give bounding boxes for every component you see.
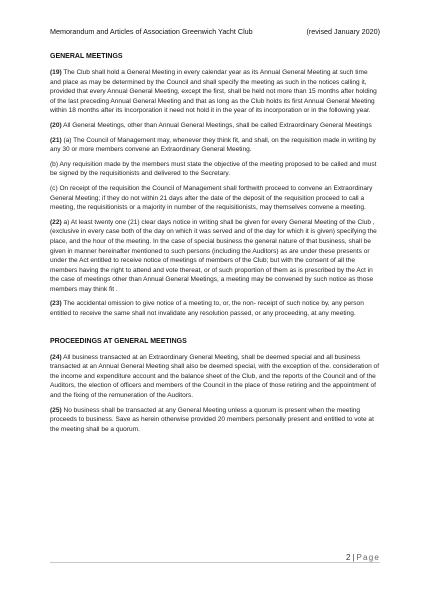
section-general-meetings bbox=[50, 52, 380, 319]
article-23 bbox=[50, 299, 380, 318]
article-text: No business shall be transacted at any General Meeting unless a quorum is present when the meeting proceeds to business. Save as herein otherwise provided 20 members personally present and entitled to vote at the meeting shall be a quorum. bbox=[50, 406, 374, 433]
article-25 bbox=[50, 406, 380, 435]
article-text: The Club shall hold a General Meeting in every calendar year as its Annual General Meeting at such time and place as may be determined by the Council and shall specify the meeting as such in the notices calling it, provided that every Annual General Meeting, except the first, shall be held not more than 15 months after holding of the last preceding Annual General Meeting and that as long as the Club holds its first Annual General Meeting within 18 months after its Incorporation it need not hold it in the year of its incorporation or in the following year. bbox=[50, 69, 377, 115]
article-text: All General Meetings, other than Annual General Meetings, shall be called Extraordinary General Meetings bbox=[61, 121, 372, 129]
article-text: (a) The Council of Management may, whenever they think fit, and shall, on the requisition made in writing by any 30 or more members convene an Extraordinary General Meeting. bbox=[50, 136, 376, 154]
header-title: Memorandum and Articles of Association Greenwich Yacht Club bbox=[50, 27, 253, 36]
article-21c bbox=[50, 184, 380, 213]
article-text: All business transacted at an Extraordinary General Meeting, shall be deemed special and all business transacted at an Annual General Meeting shall also be deemed special, with the exception of the. consideration of the income and expenditure account and the balance sheet of the Club, and the reports of the Council and of the Auditors, the election of officers and members of the Council in the place of those retiring and the appointment of and the fixing of the remuneration of the Auditors. bbox=[50, 353, 380, 400]
article-text: a) At least twenty one (21) clear days notice in writing shall be given for every General Meeting of the Club , (exclusive in every case both of the day on which it was served and of the day for which it is given) specifying the place, and the hour of the meeting. In the case of special business the general nature of that business, shall be given in manner hereinafter mentioned to such persons (including the Auditors) as are under these presents or under the Act entitled to receive notice of meetings of members of the Club; but with the consent of all the members having the right to attend and vote thereat, or of such proportion of them as is prescribed by the Act in the case of meetings other than Annual General Meetings, a meeting may be convened by such notice as those members may think fit . bbox=[50, 218, 377, 293]
footer-rule bbox=[50, 562, 380, 563]
page-header bbox=[50, 27, 380, 36]
page-footer bbox=[346, 553, 380, 562]
section-heading: GENERAL MEETINGS bbox=[50, 53, 123, 60]
article-20 bbox=[50, 121, 380, 131]
article-number: (25) bbox=[50, 406, 62, 414]
article-text: (b) Any requisition made by the members must state the objective of the meeting proposed to be called and must be signed by the requisitionists and delivered to the Secretary. bbox=[50, 160, 377, 178]
article-number: (20) bbox=[50, 121, 62, 129]
page-number: 2 bbox=[345, 553, 351, 562]
article-19 bbox=[50, 68, 380, 116]
section-heading: PROCEEDINGS AT GENERAL MEETINGS bbox=[50, 337, 187, 345]
article-text: (c) On receipt of the requisition the Council of Management shall forthwith proceed to convene an Extraordinary General Meeting; if they do not within 21 days after the date of the deposit of the requisition proceed to call a meeting, the requisitionists or a majority in number of the requisitionists, may themselves convene a meeting. bbox=[50, 184, 373, 212]
section-spacer bbox=[50, 324, 380, 337]
section-proceedings bbox=[50, 337, 380, 435]
article-21b bbox=[50, 160, 380, 179]
article-24 bbox=[50, 353, 380, 401]
footer-separator: | bbox=[352, 553, 355, 562]
article-number: (19) bbox=[50, 69, 62, 76]
article-number: (23) bbox=[50, 300, 62, 308]
header-revision: (revised January 2020) bbox=[306, 27, 380, 36]
article-21a bbox=[50, 136, 380, 155]
article-22 bbox=[50, 218, 380, 295]
article-number: (22) bbox=[50, 218, 62, 226]
page-label: Page bbox=[356, 553, 380, 562]
article-text: The accidental omission to give notice of a meeting to, or, the non- receipt of such notice by, any person entitled to receive the same shall not invalidate any resolution passed, or any proceeding, at any meeting. bbox=[50, 300, 364, 318]
document-body bbox=[50, 52, 380, 434]
article-number: (21) bbox=[50, 136, 62, 144]
article-number: (24) bbox=[50, 353, 62, 361]
